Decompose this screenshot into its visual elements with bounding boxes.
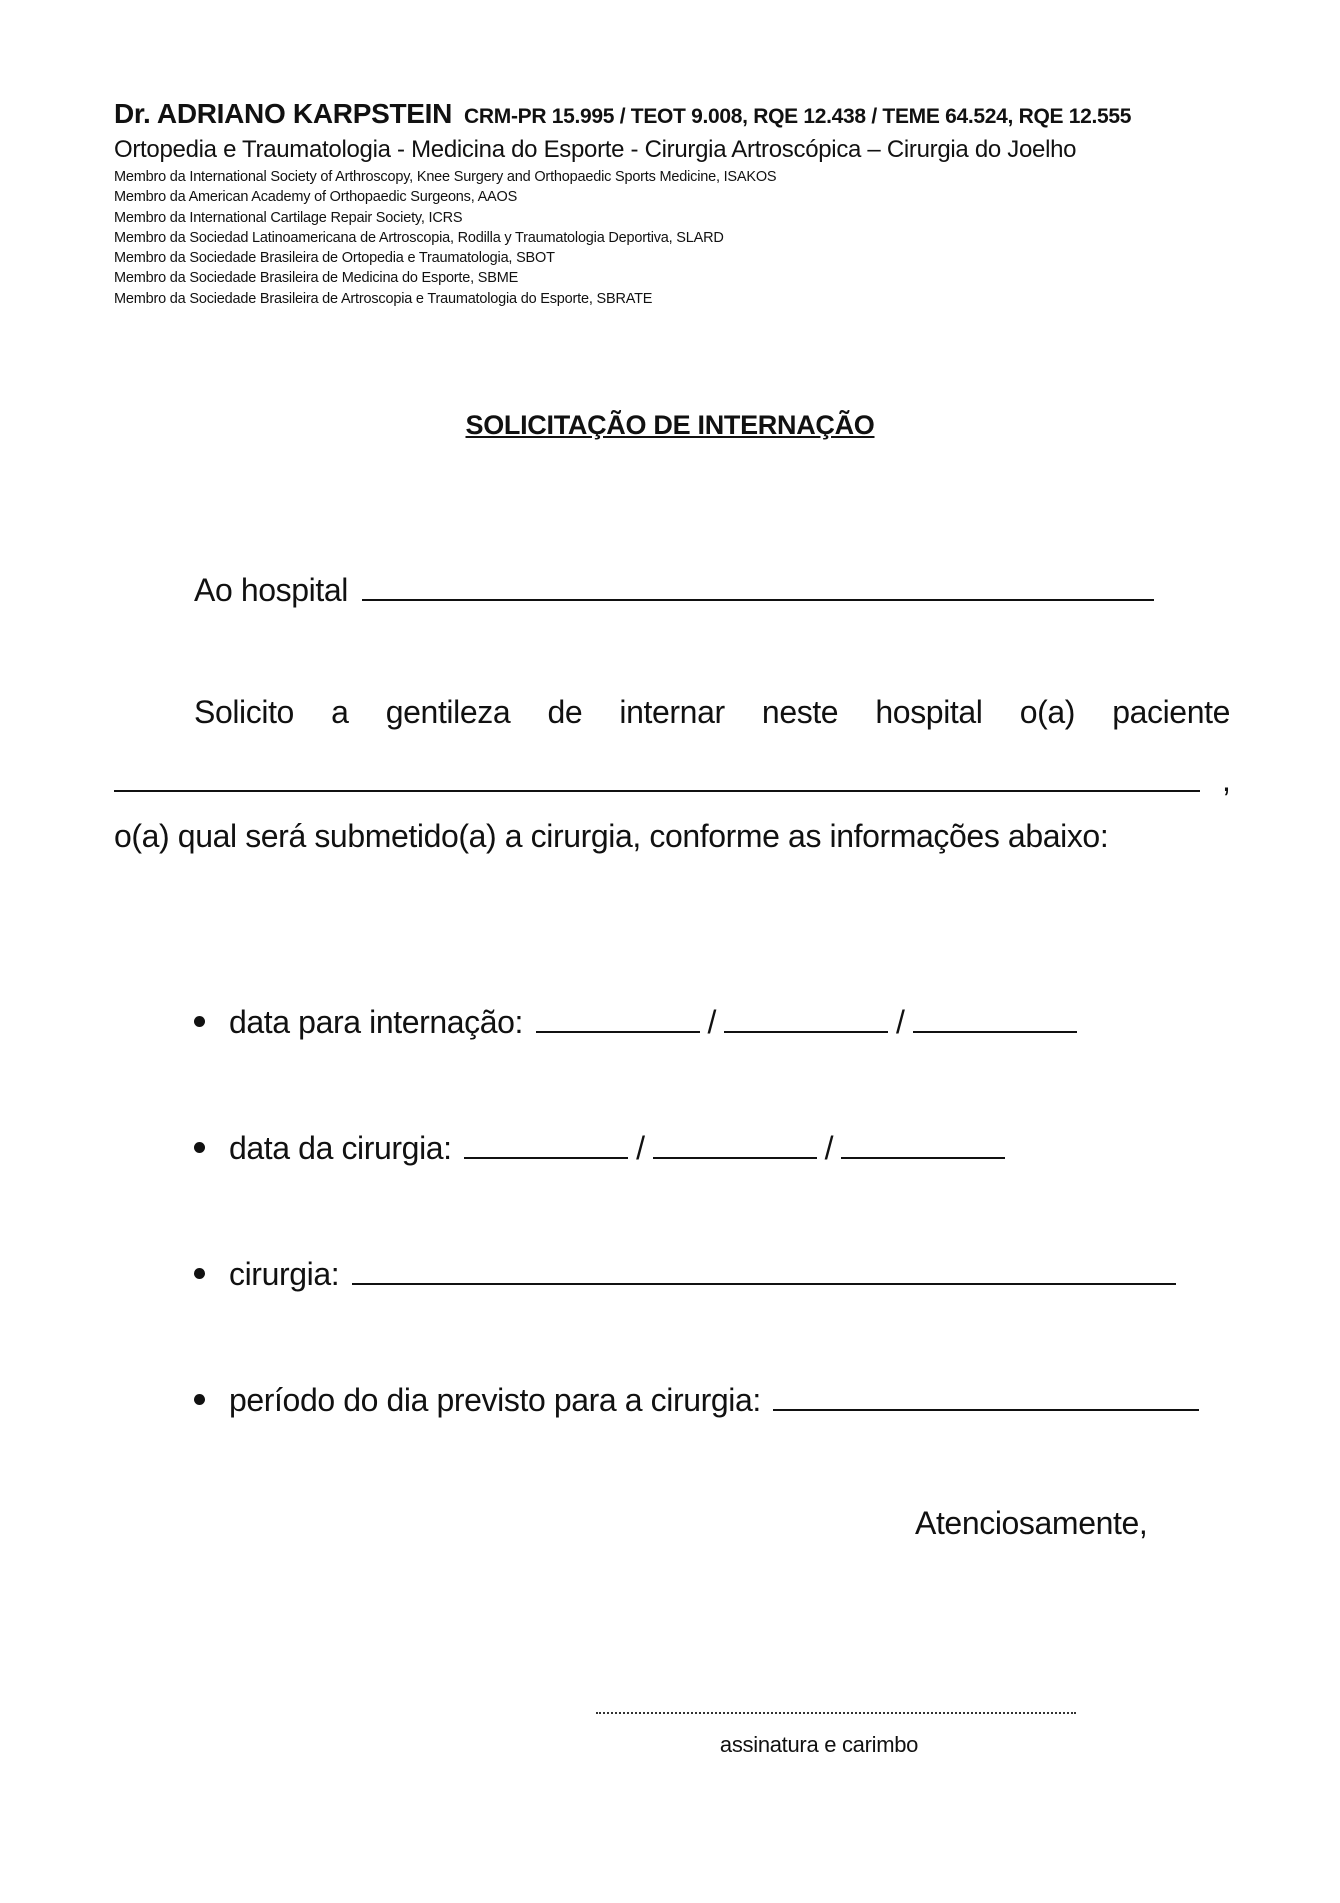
request-word: neste [761, 694, 839, 730]
membership-item: Membro da Sociedade Brasileira de Medicina do Esporte, SBME [114, 270, 519, 287]
doctor-name: Dr. ADRIANO KARPSTEIN [114, 98, 453, 129]
request-word: hospital [875, 694, 983, 730]
date-separator: / [896, 1004, 905, 1040]
period-field [194, 1382, 1199, 1419]
membership-item: Membro da American Academy of Orthopaedic Surgeons, AAOS [114, 189, 518, 206]
hospital-blank-line[interactable] [362, 598, 1154, 601]
request-word: gentileza [385, 694, 511, 730]
date-separator: / [824, 1130, 834, 1166]
request-word: a [331, 694, 349, 730]
bullet-icon [194, 1016, 205, 1027]
admission-month-line[interactable] [724, 1030, 888, 1033]
period-blank-line[interactable] [773, 1408, 1199, 1411]
admission-year-line[interactable] [913, 1030, 1077, 1033]
request-word: de [547, 694, 583, 730]
surgery-label: cirurgia: [229, 1256, 340, 1292]
patient-blank-line[interactable] [114, 790, 1200, 792]
hospital-label: Ao hospital [194, 572, 348, 608]
document-title: SOLICITAÇÃO DE INTERNAÇÃO [465, 410, 875, 440]
membership-item: Membro da International Cartilage Repair Society, ICRS [114, 209, 463, 226]
submit-sentence: o(a) qual será submetido(a) a cirurgia, conforme as informações abaixo: [114, 818, 1109, 854]
membership-item: Membro da Sociedade Brasileira de Ortopedia e Traumatologia, SBOT [114, 250, 555, 267]
signature-line[interactable] [596, 1712, 1076, 1714]
surgery-day-line[interactable] [464, 1156, 628, 1159]
doctor-credentials: CRM-PR 15.995 / TEOT 9.008, RQE 12.438 / TEME 64.524, RQE 12.555 [464, 105, 1132, 128]
surgery-blank-line[interactable] [352, 1282, 1176, 1285]
patient-comma: , [1222, 762, 1231, 798]
request-word: internar [619, 694, 725, 730]
admission-day-line[interactable] [536, 1030, 700, 1033]
membership-item: Membro da Sociedade Brasileira de Artroscopia e Traumatologia do Esporte, SBRATE [114, 290, 653, 307]
request-word: paciente [1112, 694, 1230, 730]
admission-date-field [194, 1004, 1077, 1041]
hospital-row [194, 572, 1154, 609]
closing-salutation: Atenciosamente, [915, 1505, 1148, 1541]
letterhead-doctor [114, 98, 1131, 130]
request-word: o(a) [1019, 694, 1076, 730]
signature-caption: assinatura e carimbo [719, 1732, 919, 1757]
membership-item: Membro da Sociedad Latinoamericana de Artroscopia, Rodilla y Traumatologia Deportiva, SLARD [114, 229, 724, 246]
bullet-icon [194, 1268, 205, 1279]
bullet-icon [194, 1394, 205, 1405]
bullet-icon [194, 1142, 205, 1153]
membership-item: Membro da International Society of Arthroscopy, Knee Surgery and Orthopaedic Sports Medicine, ISAKOS [114, 169, 777, 185]
surgery-month-line[interactable] [653, 1156, 817, 1159]
membership-list [114, 167, 776, 309]
surgery-field [194, 1256, 1176, 1293]
surgery-date-field [194, 1130, 1005, 1167]
doctor-specialties: Ortopedia e Traumatologia - Medicina do Esporte - Cirurgia Artroscópica – Cirurgia do Joelho [114, 136, 1077, 163]
admission-date-label: data para internação: [229, 1004, 524, 1040]
date-separator: / [636, 1130, 645, 1166]
request-word: Solicito [194, 694, 294, 730]
surgery-year-line[interactable] [841, 1156, 1005, 1159]
period-label: período do dia previsto para a cirurgia: [229, 1382, 761, 1418]
request-sentence [194, 694, 1230, 731]
surgery-date-label: data da cirurgia: [229, 1130, 452, 1166]
date-separator: / [707, 1004, 717, 1040]
